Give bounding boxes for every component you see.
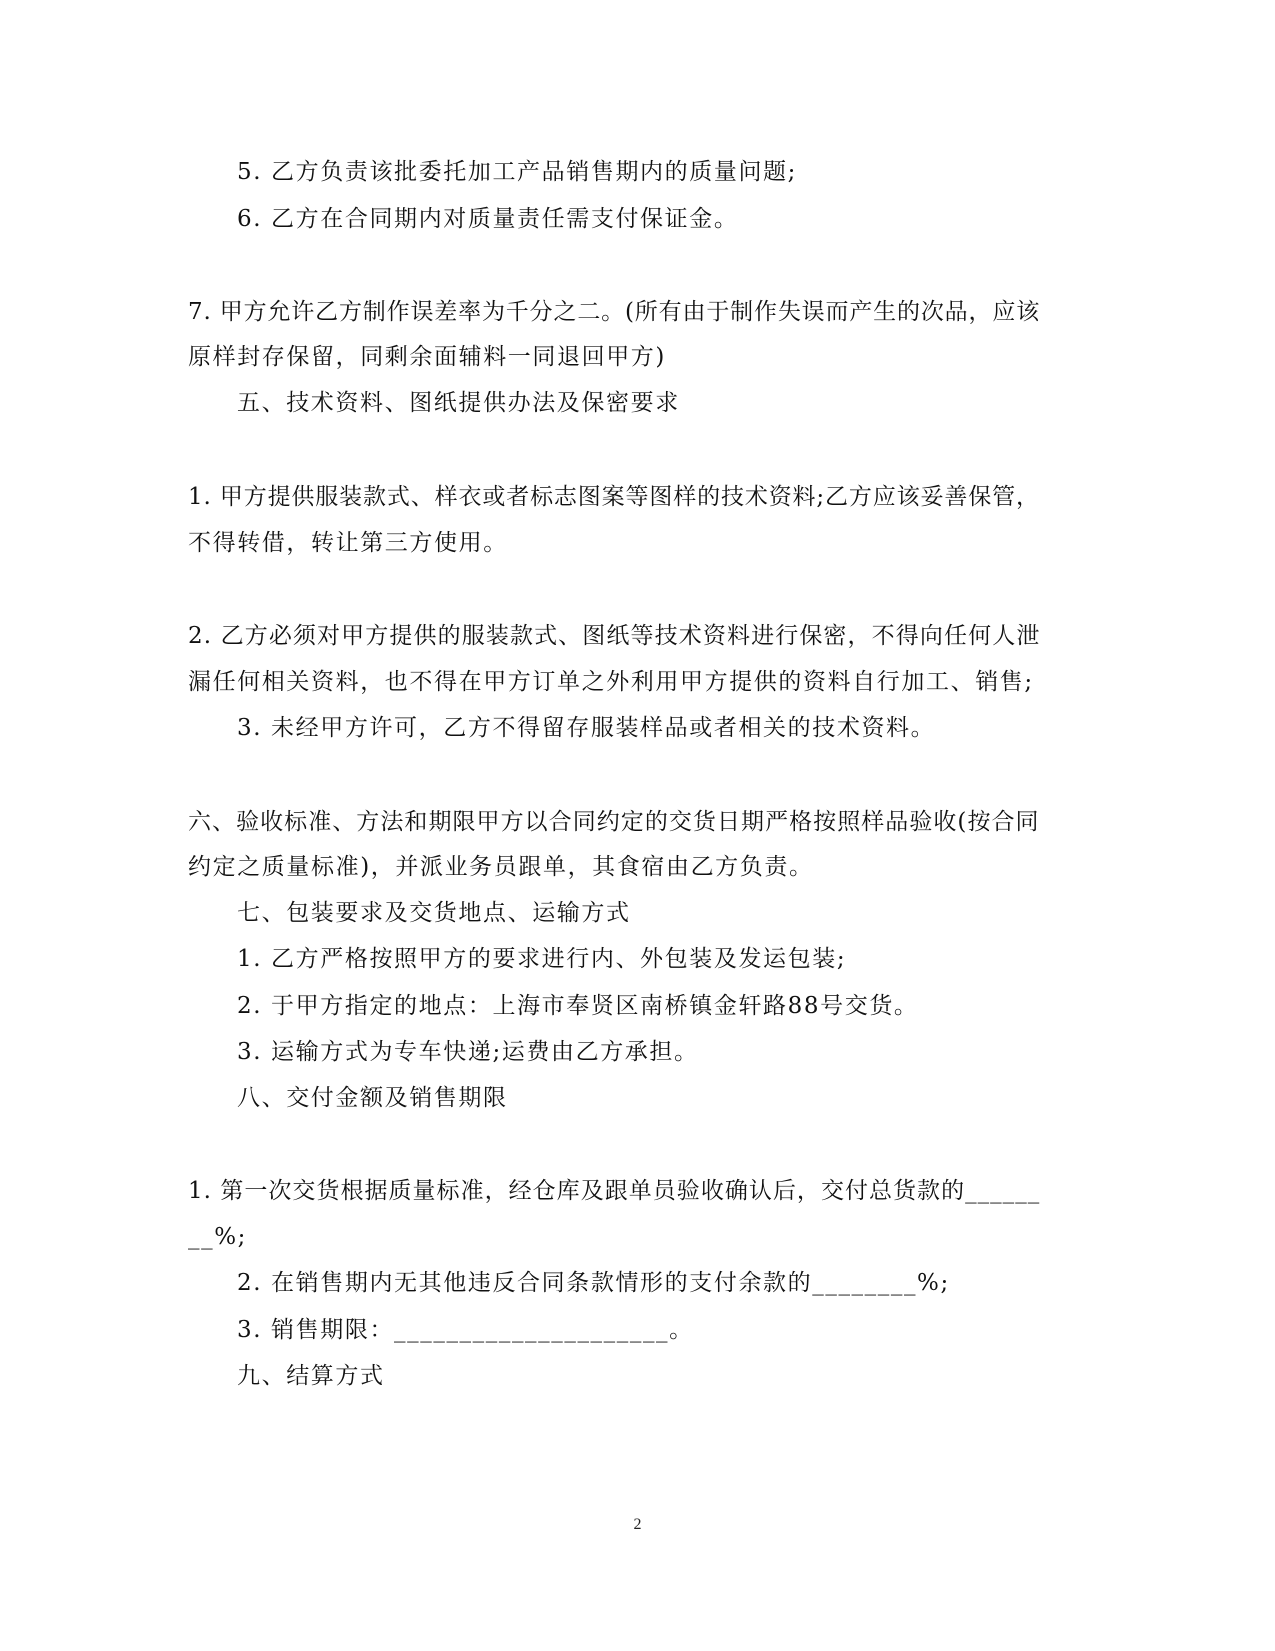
page-number: 2 (633, 1516, 642, 1533)
clause-line: 3. 未经甲方许可，乙方不得留存服装样品或者相关的技术资料。 (237, 715, 936, 741)
clause-line: __%; (188, 1224, 248, 1250)
clause-line: 漏任何相关资料，也不得在甲方订单之外利用甲方提供的资料自行加工、销售; (188, 669, 1034, 695)
clause-line: 1. 乙方严格按照甲方的要求进行内、外包装及发运包装; (237, 946, 847, 972)
clause-line: 3. 销售期限：_____________________。 (237, 1317, 694, 1343)
clause-line: 2. 在销售期内无其他违反合同条款情形的支付余款的________%; (237, 1270, 950, 1296)
clause-line: 1. 第一次交货根据质量标准，经仓库及跟单员验收确认后，交付总货款的______ (188, 1178, 1041, 1204)
section-heading: 九、结算方式 (237, 1363, 385, 1389)
clause-line: 原样封存保留，同剩余面辅料一同退回甲方) (188, 344, 666, 370)
section-heading: 七、包装要求及交货地点、运输方式 (237, 900, 631, 926)
clause-line: 3. 运输方式为专车快递;运费由乙方承担。 (237, 1039, 699, 1065)
section-heading: 六、验收标准、方法和期限甲方以合同约定的交货日期严格按照样品验收(按合同 (188, 809, 1040, 835)
clause-line: 6. 乙方在合同期内对质量责任需支付保证金。 (237, 206, 739, 232)
section-heading: 八、交付金额及销售期限 (237, 1085, 508, 1111)
clause-line: 7. 甲方允许乙方制作误差率为千分之二。(所有由于制作失误而产生的次品，应该 (188, 299, 1041, 325)
clause-line: 5. 乙方负责该批委托加工产品销售期内的质量问题; (237, 159, 798, 185)
section-heading: 五、技术资料、图纸提供办法及保密要求 (237, 390, 680, 416)
clause-line: 2. 乙方必须对甲方提供的服装款式、图纸等技术资料进行保密，不得向任何人泄 (188, 623, 1041, 649)
clause-line: 2. 于甲方指定的地点：上海市奉贤区南桥镇金轩路88号交货。 (237, 993, 919, 1019)
clause-line: 不得转借，转让第三方使用。 (188, 530, 508, 556)
clause-line: 约定之质量标准)，并派业务员跟单，其食宿由乙方负责。 (188, 854, 814, 880)
clause-line: 1. 甲方提供服装款式、样衣或者标志图案等图样的技术资料;乙方应该妥善保管， (188, 484, 1040, 510)
